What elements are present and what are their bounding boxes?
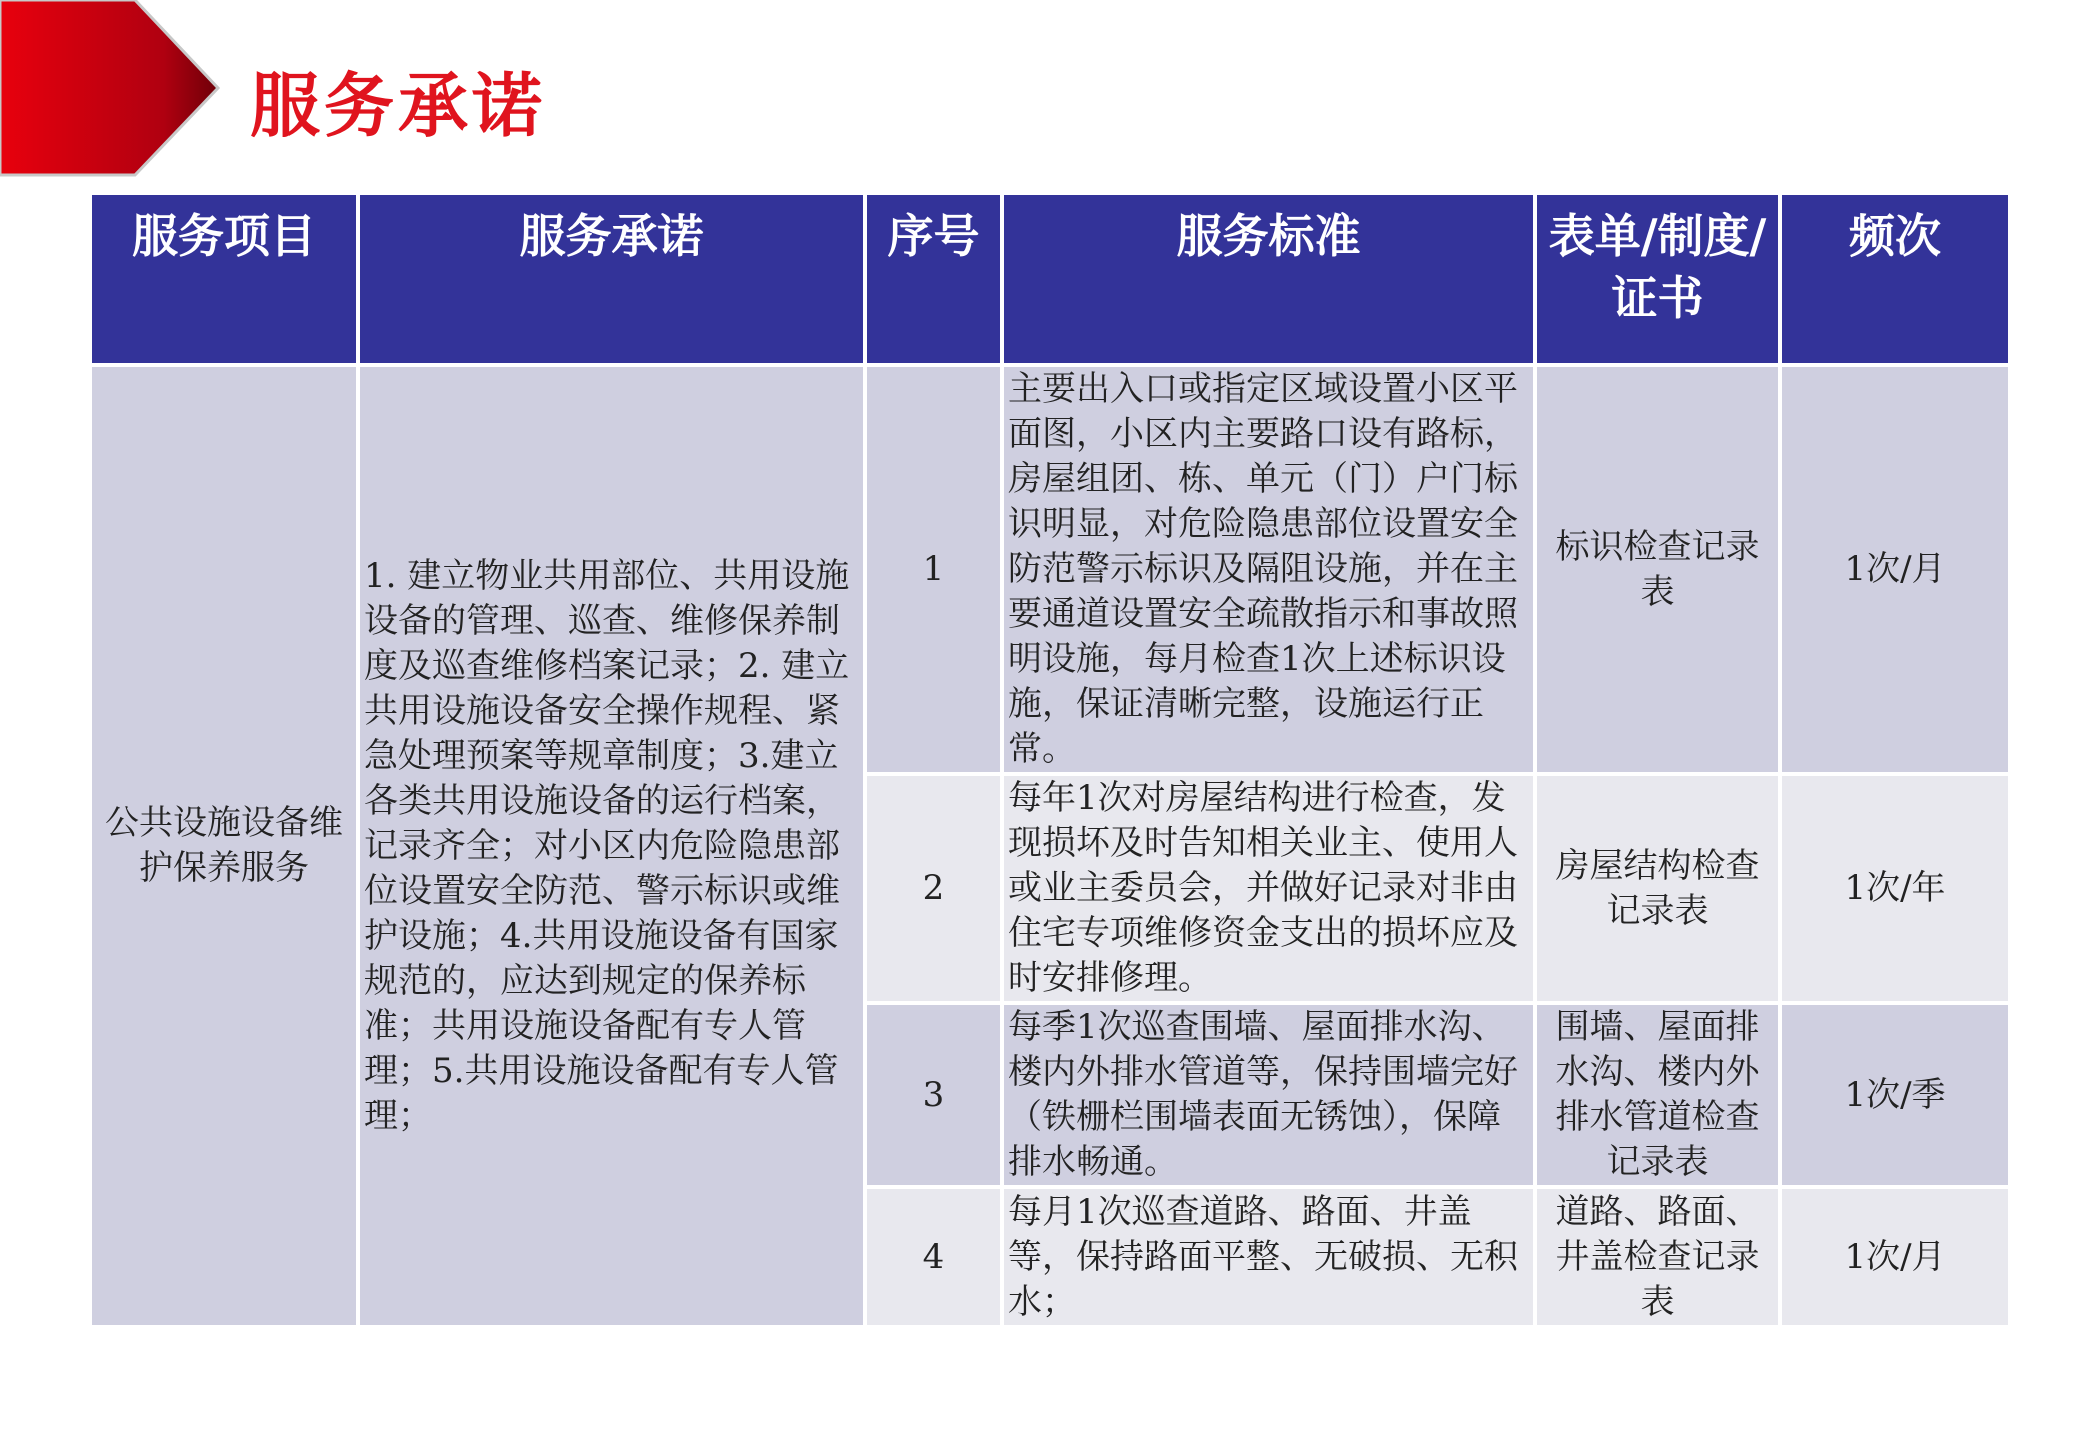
form-cell: 道路、路面、井盖检查记录表 (1537, 1189, 1778, 1325)
row-number: 1 (867, 367, 1000, 772)
col-header-item: 服务项目 (92, 195, 356, 363)
frequency-cell: 1次/月 (1782, 367, 2008, 772)
col-header-freq: 频次 (1782, 195, 2008, 363)
table-header-row (92, 195, 2008, 363)
col-header-form: 表单/制度/证书 (1537, 195, 1778, 363)
row-number: 2 (867, 776, 1000, 1001)
col-header-no: 序号 (867, 195, 1000, 363)
page-title: 服务承诺 (250, 65, 546, 147)
standard-cell: 主要出入口或指定区域设置小区平面图，小区内主要路口设有路标，房屋组团、栋、单元（门）户门标识明显，对危险隐患部位设置安全防范警示标识及隔阻设施，并在主要通道设置安全疏散指示和事故照明设施，每月检查1次上述标识设施，保证清晰完整，设施运行正常。 (1004, 367, 1533, 772)
standard-cell: 每年1次对房屋结构进行检查，发现损坏及时告知相关业主、使用人或业主委员会，并做好记录对非由住宅专项维修资金支出的损坏应及时安排修理。 (1004, 776, 1533, 1001)
service-item-cell: 公共设施设备维护保养服务 (92, 367, 356, 1325)
table-row (92, 367, 2008, 772)
form-cell: 标识检查记录表 (1537, 367, 1778, 772)
frequency-cell: 1次/月 (1782, 1189, 2008, 1325)
row-number: 3 (867, 1005, 1000, 1185)
col-header-commitment: 服务承诺 (360, 195, 863, 363)
frequency-cell: 1次/年 (1782, 776, 2008, 1001)
service-table (88, 191, 2012, 1329)
form-cell: 房屋结构检查记录表 (1537, 776, 1778, 1001)
standard-cell: 每季1次巡查围墙、屋面排水沟、楼内外排水管道等，保持围墙完好（铁栅栏围墙表面无锈蚀），保障排水畅通。 (1004, 1005, 1533, 1185)
frequency-cell: 1次/季 (1782, 1005, 2008, 1185)
commitment-cell: 1. 建立物业共用部位、共用设施设备的管理、巡查、维修保养制度及巡查维修档案记录；2. 建立共用设施设备安全操作规程、紧急处理预案等规章制度；3.建立各类共用设施设备的运行档案，记录齐全；对小区内危险隐患部位设置安全防范、警示标识或维护设施；4.共用设施设备有国家规范的，应达到规定的保养标准；共用设施设备配有专人管理；5.共用设施设备配有专人管理； (360, 367, 863, 1325)
title-arrow-icon (0, 0, 230, 180)
row-number: 4 (867, 1189, 1000, 1325)
form-cell: 围墙、屋面排水沟、楼内外排水管道检查记录表 (1537, 1005, 1778, 1185)
col-header-standard: 服务标准 (1004, 195, 1533, 363)
standard-cell: 每月1次巡查道路、路面、井盖等，保持路面平整、无破损、无积水； (1004, 1189, 1533, 1325)
